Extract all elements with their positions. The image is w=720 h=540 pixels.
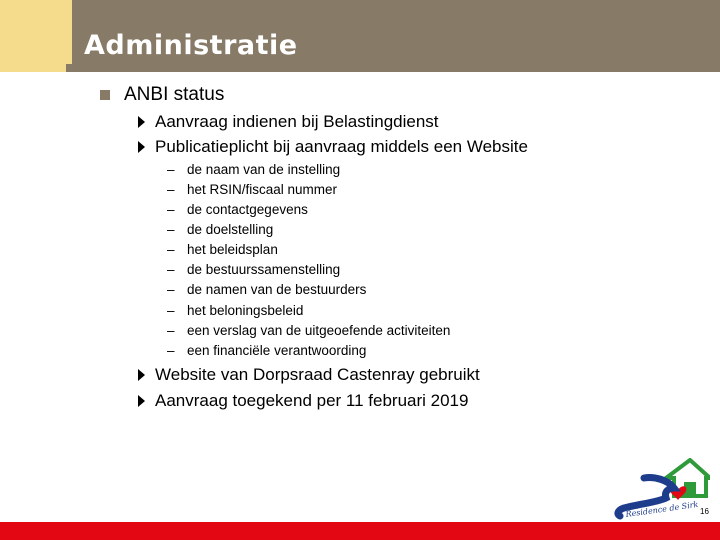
title-accent-block bbox=[0, 0, 72, 72]
arrow-bullet-icon bbox=[138, 116, 145, 128]
dash-bullet: – bbox=[167, 261, 175, 277]
sub-bullet bbox=[138, 390, 468, 412]
residence-logo bbox=[610, 458, 710, 522]
list-item-text: een financiële verantwoording bbox=[187, 342, 367, 358]
dash-bullet: – bbox=[167, 281, 175, 297]
dash-bullet: – bbox=[167, 241, 175, 257]
list-item bbox=[167, 200, 308, 218]
list-item bbox=[167, 260, 340, 278]
list-item-text: het beloningsbeleid bbox=[187, 302, 304, 318]
list-item bbox=[167, 220, 273, 238]
list-item-text: het beleidsplan bbox=[187, 241, 278, 257]
list-item bbox=[167, 240, 278, 258]
sub-bullet bbox=[138, 111, 439, 133]
dash-bullet: – bbox=[167, 161, 175, 177]
sub-bullet bbox=[138, 364, 480, 386]
list-item-text: de bestuurssamenstelling bbox=[187, 261, 341, 277]
list-item bbox=[167, 160, 340, 178]
title-accent-line bbox=[66, 64, 720, 72]
bullet-text: ANBI status bbox=[124, 84, 225, 105]
page-number: 16 bbox=[700, 507, 709, 516]
list-item bbox=[167, 321, 450, 339]
list-item bbox=[167, 301, 303, 319]
list-item bbox=[167, 280, 366, 298]
list-item-text: het RSIN/fiscaal nummer bbox=[187, 181, 338, 197]
arrow-bullet-icon bbox=[138, 395, 145, 407]
list-item bbox=[167, 341, 366, 359]
arrow-bullet-icon bbox=[138, 369, 145, 381]
dash-bullet: – bbox=[167, 342, 175, 358]
sub-bullet-text: Publicatieplicht bij aanvraag middels een Website bbox=[155, 137, 528, 156]
list-item-text: de naam van de instelling bbox=[187, 161, 341, 177]
list-item-text: de doelstelling bbox=[187, 221, 274, 237]
bottom-bar bbox=[0, 522, 720, 540]
sub-bullet bbox=[138, 136, 528, 158]
square-bullet-icon bbox=[100, 90, 110, 100]
sub-bullet-text: Aanvraag indienen bij Belastingdienst bbox=[155, 112, 439, 131]
slide-title: Administratie bbox=[84, 30, 298, 61]
dash-bullet: – bbox=[167, 302, 175, 318]
dash-bullet: – bbox=[167, 322, 175, 338]
arrow-bullet-icon bbox=[138, 141, 145, 153]
list-item-text: de namen van de bestuurders bbox=[187, 281, 367, 297]
list-item-text: een verslag van de uitgeoefende activiteiten bbox=[187, 322, 451, 338]
dash-bullet: – bbox=[167, 181, 175, 197]
list-item-text: de contactgegevens bbox=[187, 201, 308, 217]
bullet-anbi-status bbox=[100, 84, 224, 106]
list-item bbox=[167, 180, 337, 198]
dash-bullet: – bbox=[167, 201, 175, 217]
logo-text: Residence de Sirk bbox=[625, 499, 699, 519]
sub-bullet-text: Website van Dorpsraad Castenray gebruikt bbox=[155, 365, 480, 384]
dash-bullet: – bbox=[167, 221, 175, 237]
house-heart-logo-icon bbox=[666, 460, 710, 500]
sub-bullet-text: Aanvraag toegekend per 11 februari 2019 bbox=[155, 391, 469, 410]
